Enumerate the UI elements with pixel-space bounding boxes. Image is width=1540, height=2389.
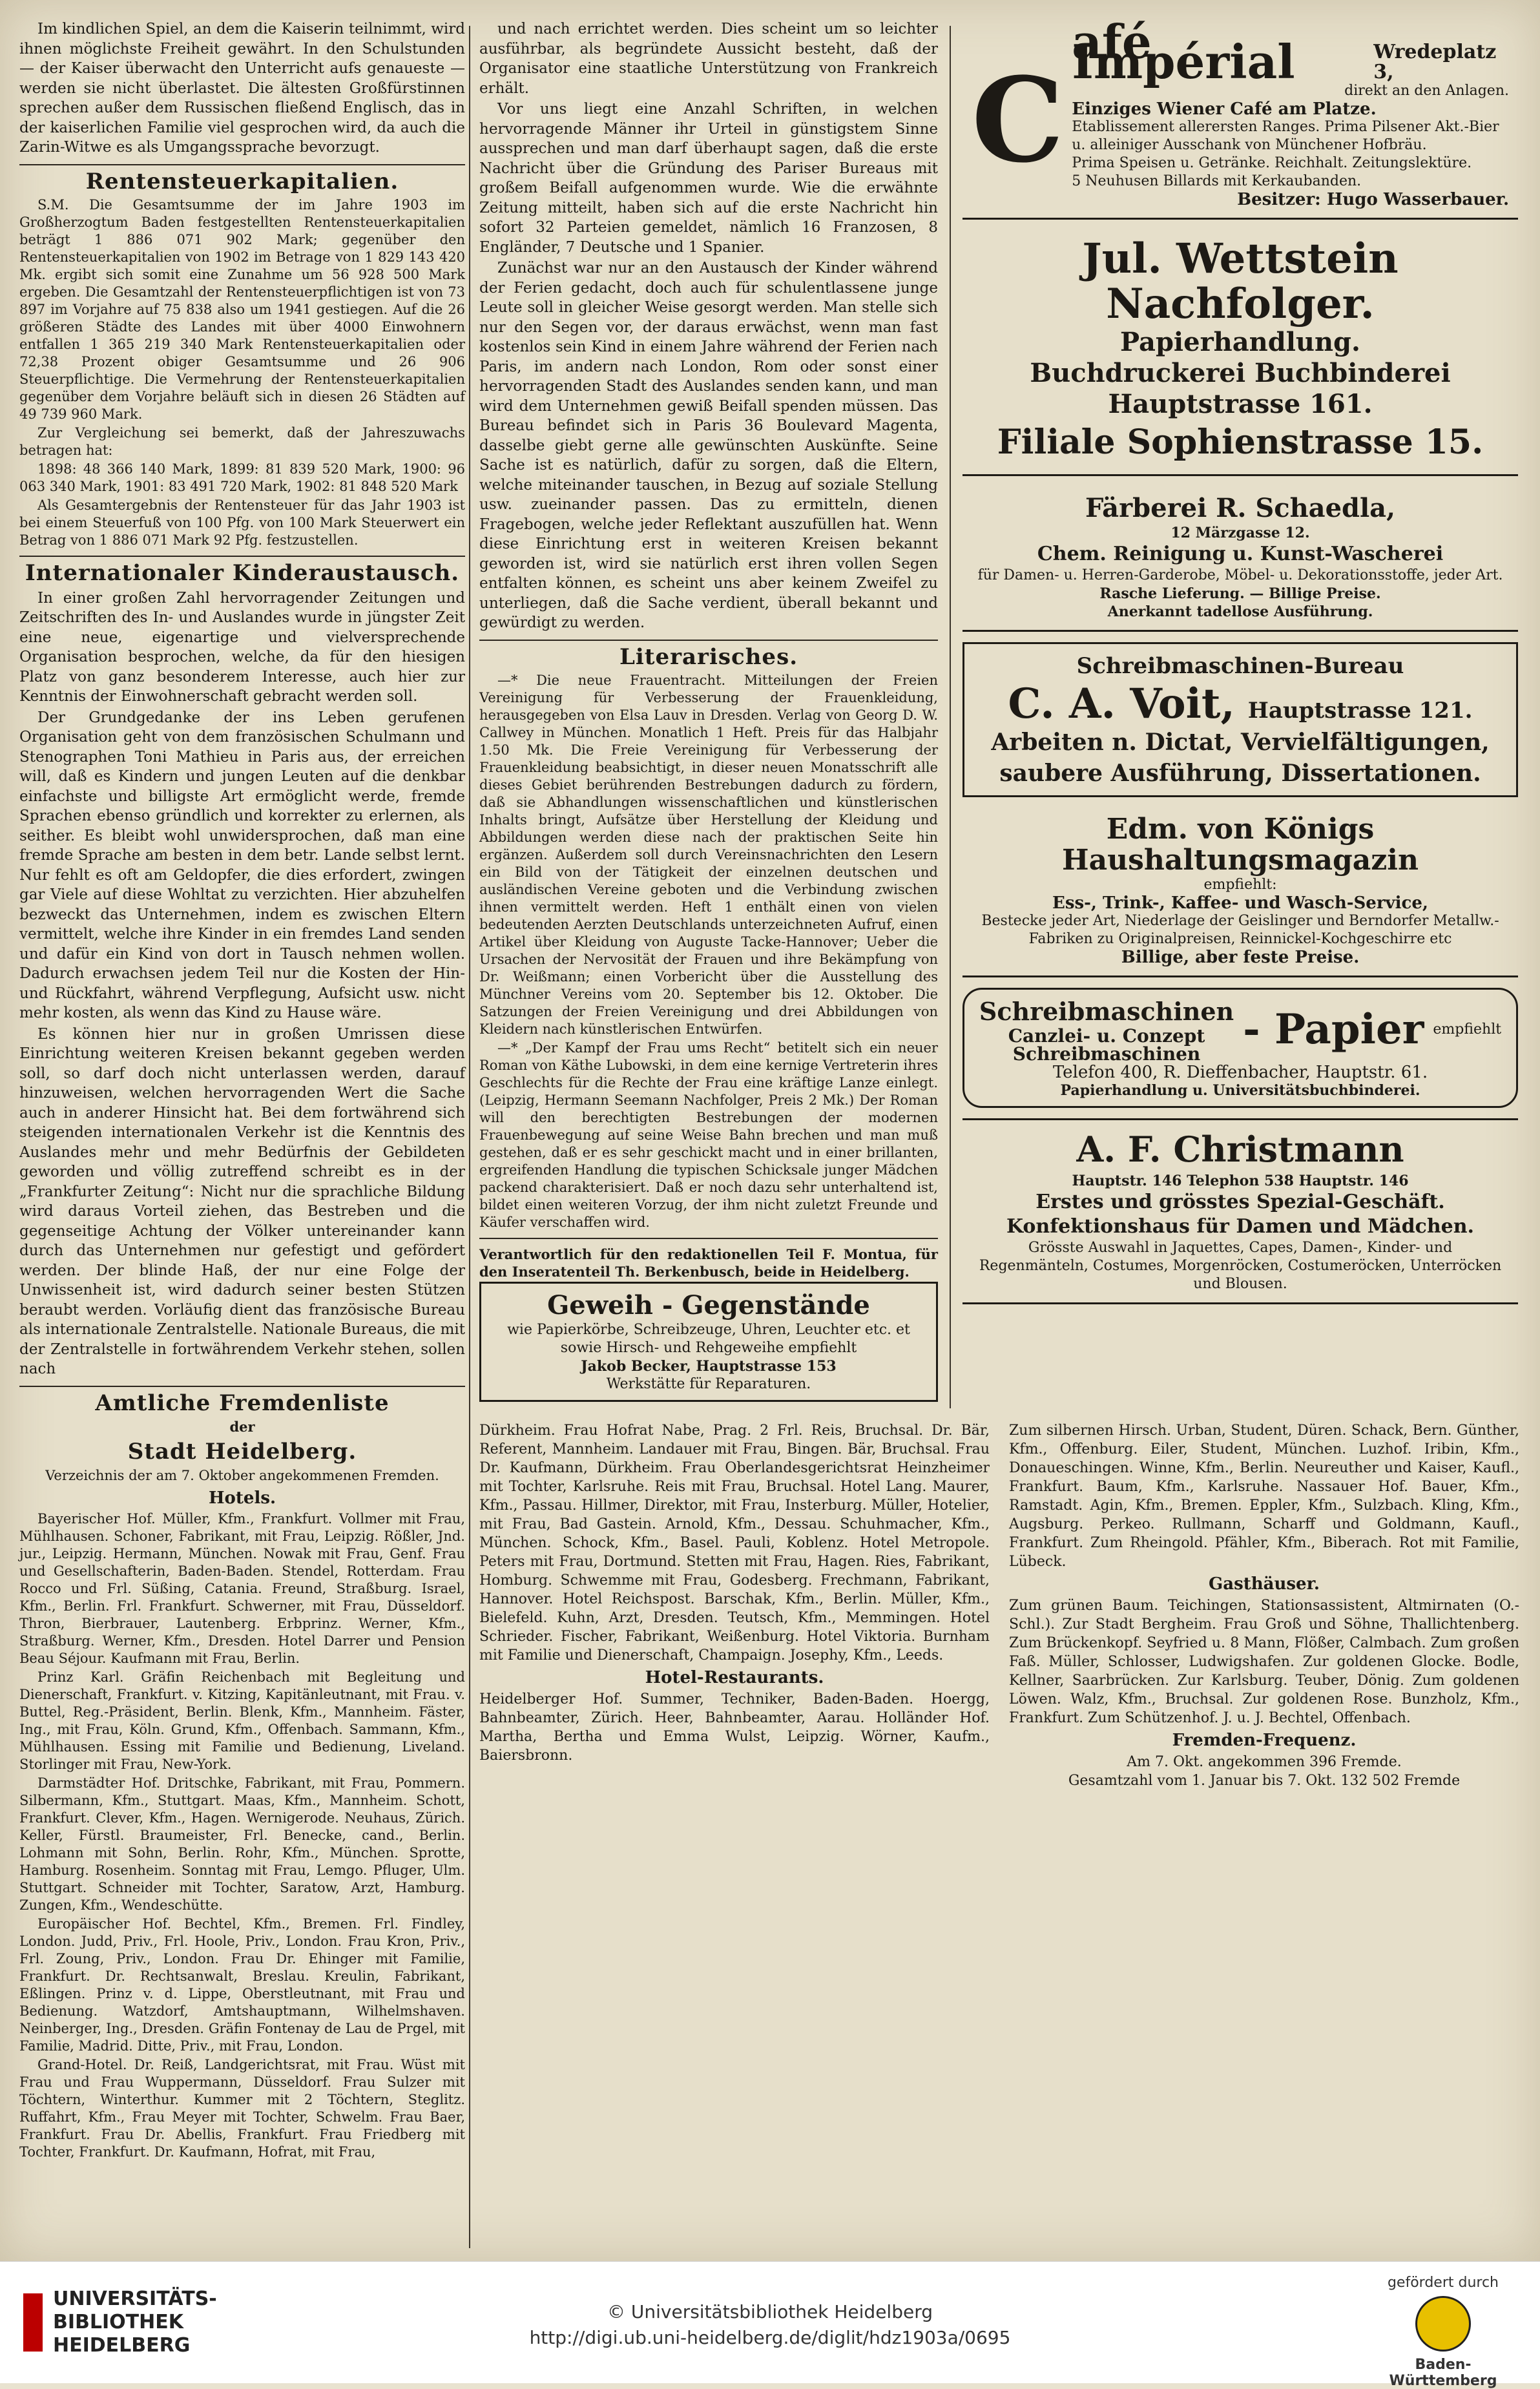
library-name-2: BIBLIOTHEK bbox=[53, 2311, 183, 2333]
geweih-line-2: sowie Hirsch- und Rehgeweihe empfiehlt bbox=[560, 1340, 857, 1356]
koenig-line-4: Billige, aber feste Preise. bbox=[1121, 948, 1360, 967]
faerberei-title: Färberei R. Schaedla, bbox=[1085, 493, 1396, 523]
ad-voit bbox=[962, 642, 1518, 797]
faerberei-line-4: Rasche Lieferung. — Billige Preise. bbox=[1099, 585, 1381, 602]
divider bbox=[479, 640, 938, 641]
cafe-line-4: 5 Neuhusen Billards mit Kerkaubanden. bbox=[1072, 173, 1362, 189]
heading-kinderaustausch: Internationaler Kinderaustausch. bbox=[25, 560, 460, 586]
wettstein-line-3: Hauptstrasse 161. bbox=[1108, 389, 1373, 419]
copyright-block bbox=[0, 2299, 1540, 2351]
kinder-paragraph-3: Es können hier nur in großen Umrissen diese Einrichtung weiteren Kreisen bekannt gegeben werden soll, so darf doch nicht unterlassen werden, darauf hinzuweisen, welchen hervorragenden Wert die Sache auch in anderer Hinsicht hat. Bei dem fortwährend sich steigenden internationalen Verkehr ist die Kenntnis des Auslandes mehr und mehr Bedürfnis der Gebildeten geworden und völlig zutreffend schreibt es in der „Frankfurter Zeitung“: Nicht nur die sprachliche Bildung wird daraus Vorteil ziehen, das Bestreben und die gegenseitige Achtung der Völker untereinander kann durch das Unternehmen nur gefestigt und gefördert werden. Der blinde Haß, der nur eine Folge der Unwissenheit ist, wird dadurch seiner besten Stützen beraubt werden. Vorläufig dient das französische Bureau als internationale Zentralstelle. Nationale Bureaus, die mit der Zentralstelle in fortwährendem Verkehr stehen, sollen nach bbox=[19, 1025, 465, 1377]
heading-literarisches: Literarisches. bbox=[619, 643, 798, 670]
fremdenliste-der: der bbox=[229, 1419, 255, 1435]
fremden-paragraph-1: Bayerischer Hof. Müller, Kfm., Frankfurt. Vollmer mit Frau, Mühlhausen. Schoner, Fabrikant, mit Frau, Leipzig. Rößler, Jnd. jur., Leipzig. Hermann, München. Nowak mit Frau, Genf. Frau und Gesellschafterin, Baden-Baden. Stendel, Rotterdam. Frau Rocco und Frl. Süßing, Catania. Freund, Straßburg. Israel, Kfm., Berlin. Frl. Frankfurt. Schwerner, mit Frau, Düsseldorf. Thron, Bierbrauer, Lautenberg. Erbprinz. Werner, Kfm., Straßburg. Werner, Kfm., Dresden. Hotel Darrer und Pension Beau Séjour. Kaufmann mit Frau, Berlin. bbox=[19, 1511, 465, 1666]
geweih-title: Geweih - Gegenstände bbox=[547, 1290, 870, 1320]
koenig-line-1: empfiehlt: bbox=[1203, 877, 1277, 893]
christmann-line-1: Hauptstr. 146 Telephon 538 Hauptstr. 146 bbox=[1072, 1173, 1409, 1189]
cafe-owner: Besitzer: Hugo Wasserbauer. bbox=[1237, 190, 1509, 209]
renten-paragraph-1: S.M. Die Gesamtsumme der im Jahre 1903 im Großherzogtum Baden festgestellten Rentensteuerkapitalien beträgt 1 886 071 902 Mark; gegenüber den Rentensteuerkapitalien von 1902 im Betrage von 1 829 143 420 Mk. ergibt sich somit eine Zunahme um 56 928 500 Mark ergeben. Die Gesamtzahl der Rentensteuerpflichtigen ist von 73 897 im Vorjahre auf 75 838 also um 1941 gestiegen. Auf die 26 größeren Städte des Landes mit über 4000 Einwohnern entfallen 1 365 219 340 Mark Rentensteuerkapitalien oder 72,38 Prozent obiger Gesamtsumme und 26 906 Steuerpflichtige. Die Vermehrung der Rentensteuerkapitalien gegenüber dem Vorjahre beläuft sich in diesen 26 Städten auf 49 739 960 Mark. bbox=[19, 197, 465, 422]
ad-faerberei bbox=[962, 486, 1518, 632]
imprint: Verantwortlich für den redaktionellen Teil F. Montua, für den Inseratenteil Th. Berkenbusch, beide in Heidelberg. bbox=[479, 1246, 938, 1280]
koenig-line-2: Ess-, Trink-, Kaffee- und Wasch-Service, bbox=[1052, 893, 1428, 913]
dieffenbacher-line-4: Telefon 400, R. Dieffenbacher, Hauptstr. 61. bbox=[1052, 1063, 1428, 1082]
library-name-3: HEIDELBERG bbox=[53, 2334, 191, 2357]
renten-paragraph-4: Als Gesamtergebnis der Rentensteuer für das Jahr 1903 ist bei einem Steuerfuß von 100 Pfg. von 100 Mark Steuerwert ein Betrag von 1 886 071 Mark 92 Pfg. festzustellen. bbox=[19, 497, 465, 548]
voit-address: Hauptstrasse 121. bbox=[1247, 698, 1473, 724]
ad-dieffenbacher bbox=[962, 988, 1518, 1108]
koenig-title: Edm. von Königs Haushaltungsmagazin bbox=[1062, 813, 1419, 877]
viewer-footer bbox=[0, 2261, 1540, 2389]
kinder-paragraph-1: In einer großen Zahl hervorragender Zeitungen und Zeitschriften des In- und Auslandes wurde in jüngster Zeit eine neue, eigenartige und vielversprechende Organisation besprochen, welche, da für den hiesigen Platz von ganz besonderem Interesse, auch hier zur Kenntnis der Einwohnerschaft gebracht werden soll. bbox=[19, 589, 465, 705]
christmann-title: A. F. Christmann bbox=[1076, 1129, 1404, 1170]
ad-cafe-imperial bbox=[962, 14, 1518, 220]
christmann-line-2: Erstes und grösstes Spezial-Geschäft. bbox=[1035, 1191, 1445, 1213]
cafe-address-2: direkt an den Anlagen. bbox=[1344, 83, 1509, 99]
copyright-text: © Universitätsbibliothek Heidelberg bbox=[607, 2301, 933, 2322]
heading-gasthaeuser: Gasthäuser. bbox=[1209, 1574, 1320, 1594]
heading-stadt-heidelberg: Stadt Heidelberg. bbox=[127, 1439, 357, 1465]
ad-christmann bbox=[962, 1118, 1518, 1304]
continuation-column-1 bbox=[479, 1421, 990, 1790]
voit-line-1: Schreibmaschinen-Bureau bbox=[1076, 653, 1404, 679]
column-middle bbox=[479, 19, 938, 1412]
faerberei-line-1: 12 Märzgasse 12. bbox=[1171, 525, 1310, 541]
ad-koenig bbox=[962, 808, 1518, 977]
wettstein-line-4: Filiale Sophienstrasse 15. bbox=[997, 423, 1484, 462]
geweih-line-1: wie Papierkörbe, Schreibzeuge, Uhren, Leuchter etc. et bbox=[507, 1322, 910, 1338]
heading-rentensteuer: Rentensteuerkapitalien. bbox=[85, 168, 399, 194]
cafe-address: Wredeplatz 3, bbox=[1373, 41, 1497, 83]
cafe-line-1: Einziges Wiener Café am Platze. bbox=[1072, 99, 1377, 119]
column-rule bbox=[950, 26, 951, 1408]
voit-line-3: saubere Ausführung, Dissertationen. bbox=[999, 760, 1481, 787]
heading-hotels: Hotels. bbox=[208, 1488, 276, 1508]
fremdenliste-continuation bbox=[479, 1421, 1519, 1790]
frequenz-line-2: Gesamtzahl vom 1. Januar bis 7. Okt. 132 502 Fremde bbox=[1068, 1773, 1461, 1789]
cafe-line-2: Etablissement allerersten Ranges. Prima Pilsener Akt.-Bier u. alleiniger Ausschank von Münchener Hofbräu. bbox=[1072, 119, 1499, 153]
renten-paragraph-3: 1898: 48 366 140 Mark, 1899: 81 839 520 Mark, 1900: 96 063 340 Mark, 1901: 83 491 720 Mark, 1902: 81 848 520 Mark bbox=[19, 461, 465, 494]
christmann-line-4: Grösste Auswahl in Jaquettes, Capes, Damen-, Kinder- und Regenmänteln, Costumes, Morgenröcken, Costumeröcken, Unterröcken und Blousen. bbox=[979, 1240, 1502, 1292]
dieffenbacher-line-2: Canzlei- u. Conzept bbox=[1008, 1025, 1205, 1047]
divider bbox=[19, 556, 465, 557]
faerberei-line-5: Anerkannt tadellose Ausführung. bbox=[1107, 603, 1373, 620]
divider bbox=[479, 1238, 938, 1239]
heading-hotel-restaurants: Hotel-Restaurants. bbox=[645, 1668, 824, 1687]
coat-of-arms-icon bbox=[1415, 2296, 1471, 2352]
middle-paragraph-1: und nach errichtet werden. Dies scheint um so leichter ausführbar, als begründete Aussicht besteht, daß der Organisator eine staatliche Unterstützung von Frankreich erhält. bbox=[479, 21, 938, 97]
faerberei-line-2: Chem. Reinigung u. Kunst-Wascherei bbox=[1037, 543, 1444, 565]
fremden-paragraph-5: Grand-Hotel. Dr. Reiß, Landgerichtsrat, mit Frau. Wüst mit Frau und Frau Wuppermann, Düsseldorf. Frau Sulzer mit Töchtern, Winterthur. Kummer mit 2 Töchtern, Steglitz. Ruffahrt, Kfm., Frau Meyer mit Tochter, Schwelm. Frau Baer, Frankfurt. Frau Dr. Abellis, Frankfurt. Frau Friedberg mit Tochter, Frankfurt. Dr. Kaufmann, Hofrat, mit Frau, bbox=[19, 2057, 465, 2160]
fremden-paragraph-3: Darmstädter Hof. Dritschke, Fabrikant, mit Frau, Pommern. Silbermann, Kfm., Stuttgart. Maas, Kfm., Mannheim. Schott, Frankfurt. Clever, Kfm., Hagen. Wernigerode. Neuhaus, Zürich. Keller, Fürstl. Braumeister, Frl. Benecke, cand., Berlin. Lohmann mit Sohn, Berlin. Rohr, Kfm., München. Sprotte, Hamburg. Rosenheim. Sonntag mit Frau, Lemgo. Pfluger, Ulm. Stuttgart. Schneider mit Tochter, Saratow, Arzt, Hamburg. Zungen, Kfm., Wendeschütte. bbox=[19, 1775, 465, 1913]
intro-paragraph: Im kindlichen Spiel, an dem die Kaiserin teilnimmt, wird ihnen möglichste Freiheit gewährt. In den Schulstunden — der Kaiser überwacht den Unterricht aufs genaueste — werden sie nicht überlastet. Die ältesten Großfürstinnen sprechen außer dem Russischen fließend Englisch, das in der kaiserlichen Familie viel gesprochen wird, da auch die Zarin-Witwe es als Umgangssprache bevorzugt. bbox=[19, 21, 465, 156]
heading-fremdenliste: Amtliche Fremdenliste bbox=[95, 1390, 390, 1416]
heading-fremden-frequenz: Fremden-Frequenz. bbox=[1172, 1731, 1357, 1750]
column-ads bbox=[962, 14, 1518, 1315]
wettstein-title: Jul. Wettstein Nachfolger. bbox=[1082, 235, 1399, 328]
divider bbox=[19, 164, 465, 165]
column-rule bbox=[469, 26, 470, 2248]
fremden-paragraph-4: Europäischer Hof. Bechtel, Kfm., Bremen. Frl. Findley, London. Judd, Priv., Frl. Hoole, Priv., London. Frau Kron, Priv., Frl. Zoung, Priv., London. Frau Dr. Ehinger mit Familie, Frankfurt. Dr. Rechtsanwalt, Breslau. Kreulin, Fabrikant, Eßlingen. Prinz v. d. Lippe, Oberstleutnant, mit Frau und Bedienung. Watzdorf, Amtshauptmann, Wilhelmshaven. Neinberger, Ing., Dresden. Gräfin Fontenay de Lau de Prgel, mit Familie, Madrid. Ditte, Priv., mit Frau, London. bbox=[19, 1916, 465, 2054]
frequenz-line-1: Am 7. Okt. angekommen 396 Fremde. bbox=[1127, 1754, 1402, 1770]
geweih-line-3: Jakob Becker, Hauptstrasse 153 bbox=[581, 1358, 837, 1375]
christmann-line-3: Konfektionshaus für Damen und Mädchen. bbox=[1006, 1215, 1474, 1238]
lit-paragraph-2: —* „Der Kampf der Frau ums Recht“ betitelt sich ein neuer Roman von Käthe Lubowski, in dem eine kernige Vertreterin ihres Geschlechts für die Rechte der Frau eine kräftige Lanze einlegt. (Leipzig, Hermann Seemann Nachfolger, Preis 2 Mk.) Der Roman will den berechtigten Bestrebungen der modernen Frauenbewegung auf seine Weise Bahn brechen und man muß gestehen, daß er es sehr geschickt macht und in einer brillanten, ergreifenden Handlung die typischen Schicksale junger Mädchen packend charakterisiert. Daß er noch dazu sehr unterhaltend ist, bildet einen weiteren Vorzug, der ihm nicht zuletzt Freunde und Käufer verschaffen wird. bbox=[479, 1040, 938, 1230]
fremdenliste-subtitle: Verzeichnis der am 7. Oktober angekommenen Fremden. bbox=[45, 1467, 439, 1483]
lit-paragraph-1: —* Die neue Frauentracht. Mitteilungen der Freien Vereinigung für Verbesserung der Frauenkleidung, herausgegeben von Elsa Lauv in Dresden. Verlag von Georg D. W. Callwey in München. Monatlich 1 Heft. Preis für das Halbjahr 1.50 Mk. Die Freie Vereinigung für Verbesserung der Frauenkleidung beabsichtigt, in dieser neuen Monatsschrift alle dieses Gebiet berührenden Bestrebungen dadurch zu fördern, daß sie Abhandlungen wissenschaftlichen und künstlerischen Inhalts bringt, Aufsätze über Herstellung der Kleidung und Abbildungen werden diese nach der praktischen Seite hin ergänzen. Außerdem soll durch Vereinsnachrichten den Lesern ein Bild von der Tätigkeit der einzelnen deutschen und ausländischen Vereine geboten und die Verbindung zwischen ihnen vermittelt werden. Heft 1 enthält einen von vielen bedeutenden Aerzten Deutschlands unterzeichneten Aufruf, einen Artikel über Kleidung von Auguste Tacke-Hannover; Ueber die Ursachen der Nervosität der Frauen und ihre Bekämpfung von Dr. Weißmann; einen Vorbericht über die Ausstellung des Münchner Vereins vom 20. September bis 12. Oktober. Die Satzungen der Freien Vereinigung und drei Abbildungen von Kleidern nach künstlerischen Entwürfen. bbox=[479, 673, 938, 1037]
divider bbox=[19, 1386, 465, 1387]
source-url[interactable]: http://digi.ub.uni-heidelberg.de/diglit/hdz1903a/0695 bbox=[529, 2327, 1011, 2348]
continuation-text-1: Dürkheim. Frau Hofrat Nabe, Prag. 2 Frl. Reis, Bruchsal. Dr. Bär, Referent, Mannheim. Landauer mit Frau, Bingen. Bär, Bruchsal. Frau Dr. Kaufmann, Dürkheim. Frau Oberlandesgerichtsrat Heinzheimer mit Tochter, Karlsruhe. Reis mit Frau, Bruchsal. Hotel Lang. Maurer, Kfm., Passau. Hillmer, Direktor, mit Frau, Insterburg. Müller, Hotelier, mit Frau, Bad Gastein. Arnold, Kfm., Dessau. Schuhmacher, Kfm., München. Schock, Kfm., Basel. Pauli, Koblenz. Hotel Metropole. Peters mit Frau, Dortmund. Stetten mit Frau, Hagen. Ries, Fabrikant, Homburg. Schwemme mit Frau, Godesberg. Frechmann, Fabrikant, Hannover. Hotel Reichspost. Barschak, Kfm., Berlin. Müller, Kfm., Bielefeld. Kuhn, Arzt, Dresden. Teutsch, Kfm., Memmingen. Hotel Schrieder. Fischer, Fabrikant, Weißenburg. Hotel Viktoria. Burnham mit Familie und Dienerschaft, Champaign. Josephy, Kfm., Leeds. bbox=[479, 1423, 990, 1664]
continuation-text-2: Heidelberger Hof. Summer, Techniker, Baden-Baden. Hoergg, Bahnbeamter, Zürich. Heer, Bahnbeamter, Aarau. Holländer Hof. Martha, Bertha und Emma Wulst, Leipzig. Wörner, Kaufm., Baiersbronn. bbox=[479, 1691, 990, 1764]
voit-name: C. A. Voit, bbox=[1008, 680, 1235, 728]
wettstein-line-1: Papierhandlung. bbox=[1120, 327, 1360, 357]
library-name-1: UNIVERSITÄTS- bbox=[53, 2288, 217, 2310]
continuation-text-3: Zum silbernen Hirsch. Urban, Student, Düren. Schack, Bern. Günther, Kfm., Offenburg. Eiler, Student, München. Luzhof. Iribin, Kfm., Donaueschingen. Winne, Kfm., Berlin. Neureuther und Kaiser, Kaufl., Frankfurt. Baum, Kfm., Karlsruhe. Nassauer Hof. Bauer, Kfm., Ramstadt. Agin, Kfm., Bremen. Eppler, Kfm., Sulzbach. Kling, Kfm., Augsburg. Perkeo. Rullmann, Scharff und Goldmann, Kaufl., Frankfurt. Zum Rheingold. Pfähler, Kfm., Biberach. Rot mit Familie, Lübeck. bbox=[1009, 1423, 1519, 1570]
cafe-initial: C bbox=[972, 52, 1065, 189]
dieffenbacher-papier: - Papier bbox=[1243, 1005, 1424, 1054]
dieffenbacher-line-1: Schreibmaschinen bbox=[979, 997, 1234, 1026]
funding-label: gefördert durch bbox=[1387, 2275, 1499, 2291]
renten-paragraph-2: Zur Vergleichung sei bemerkt, daß der Jahreszuwachs betragen hat: bbox=[19, 425, 465, 458]
dieffenbacher-empfiehlt: empfiehlt bbox=[1433, 1021, 1502, 1038]
funding-logo bbox=[1372, 2275, 1514, 2389]
dieffenbacher-line-5: Papierhandlung u. Universitätsbuchbinderei. bbox=[1060, 1082, 1420, 1099]
ad-geweih bbox=[479, 1282, 938, 1402]
ad-wettstein bbox=[962, 230, 1518, 476]
cafe-name: afé Impérial bbox=[1072, 14, 1295, 89]
middle-paragraph-3: Zunächst war nur an den Austausch der Kinder während der Ferien gedacht, doch auch für schulentlassene junge Leute soll in gleicher Weise gesorgt werden. Man stelle sich nur den Segen vor, der daraus erwächst, wenn man fast kostenlos sein Kind in einem Jahre während der Ferien nach Paris, im andern nach London, Rom oder sonst einer hervorragenden Stadt des Auslandes senden kann, und man wird dem Unternehmen gewiß Beifall spenden müssen. Das Bureau befindet sich in Paris 36 Boulevard Magenta, dasselbe giebt gerne alle gewünschten Auskünfte. Seine Sache ist es natürlich, dafür zu sorgen, daß die Eltern, welche miteinander tauschen, in Bezug auf soziale Stellung usw. zueinander passen. Das zu ermitteln, dienen Fragebogen, welche jeder Reflektant auszufüllen hat. Wenn diese Einrichtung erst in weiteren Kreisen bekannt geworden ist, wird sie natürlich erst ihren vollen Segen entfalten können, es scheint uns aber keinem Zweifel zu unterliegen, daß die Sache verdient, überall bekannt und gewürdigt zu werden. bbox=[479, 260, 938, 631]
kinder-paragraph-2: Der Grundgedanke der ins Leben gerufenen Organisation geht von dem französischen Schulmann und Stenographen Toni Mathieu in Paris aus, der erreichen will, daß es Kindern und jungen Leuten auf die denkbar einfachste und billigste Art ermöglicht werde, fremde Sprachen ebenso gründlich und korrekter zu erlernen, als seither. Es bleibt wohl unwidersprochen, daß man eine fremde Sprache am besten in dem betr. Lande selbst lernt. Nur fehlt es oft am Geldopfer, die dies erfordert, zwingen gar Viele auf diese Wohltat zu verzichten. Hier abzuhelfen bezweckt das Unternehmen, indem es zwischen Eltern vermittelt, welche ihre Kinder in ein fremdes Land senden und dafür ein Kind von dort in Tausch nehmen wollen. Dadurch erwachsen jedem Teil nur die Kosten der Hin- und Rückfahrt, während Verpflegung, Aufsicht usw. nicht mehr kosten, als wenn das Kind zu Hause wäre. bbox=[19, 709, 465, 1021]
koenig-line-3: Bestecke jeder Art, Niederlage der Geislinger und Berndorfer Metallw.-Fabriken zu Originalpreisen, Reinnickel-Kochgeschirre etc bbox=[981, 913, 1499, 947]
wettstein-line-2: Buchdruckerei Buchbinderei bbox=[1030, 358, 1451, 388]
cafe-line-3: Prima Speisen u. Getränke. Reichhalt. Zeitungslektüre. bbox=[1072, 155, 1472, 171]
column-left bbox=[19, 19, 465, 2162]
continuation-column-2 bbox=[1009, 1421, 1519, 1790]
voit-line-2: Arbeiten n. Dictat, Vervielfältigungen, bbox=[991, 729, 1490, 756]
funding-state: Baden-Württemberg bbox=[1389, 2357, 1497, 2389]
fremden-paragraph-2: Prinz Karl. Gräfin Reichenbach mit Begleitung und Dienerschaft, Frankfurt. v. Kitzing, Kapitänleutnant, mit Frau. v. Buttel, Reg.-Präsident, Berlin. Blenk, Kfm., Mannheim. Fäster, Ing., mit Frau, Köln. Grund, Kfm., Offenbach. Sammann, Kfm., Mühlhausen. Essing mit Familie und Bedienung, Liveland. Storlinger mit Frau, New-York. bbox=[19, 1669, 465, 1772]
geweih-line-4: Werkstätte für Reparaturen. bbox=[606, 1376, 811, 1392]
middle-paragraph-2: Vor uns liegt eine Anzahl Schriften, in welchen hervorragende Männer ihr Urteil in günstigstem Sinne aussprechen und man darf überhaupt sagen, daß die erste Nachricht über die Gründung des Pariser Bureaus mit großem Beifall aufgenommen wurde. Wie die erwähnte Zeitung mitteilt, haben sich auf die erste Nachricht hin sofort 32 Parteien gemeldet, nämlich 16 Franzosen, 8 Engländer, 7 Deutsche und 1 Spanier. bbox=[479, 101, 938, 256]
faerberei-line-3: für Damen- u. Herren-Garderobe, Möbel- u. Dekorationsstoffe, jeder Art. bbox=[977, 567, 1503, 583]
continuation-text-4: Zum grünen Baum. Teichingen, Stationsassistent, Altmirnaten (O.-Schl.). Zur Stadt Bergheim. Frau Groß und Söhne, Thallichtenberg. Zum Brückenkopf. Seyfried u. 8 Mann, Flößer, Calmbach. Zum großen Faß. Müller, Schlosser, Ludwigshafen. Zur goldenen Glocke. Bodle, Kellner, Saarbrücken. Zur Karlsburg. Teuber, Dönig. Zum goldenen Löwen. Walz, Kfm., Bruchsal. Zur goldenen Rose. Bunzholz, Kfm., Frankfurt. Zum Schützenhof. J. u. J. Bechtel, Offenbach. bbox=[1009, 1598, 1519, 1726]
dieffenbacher-line-3: Schreibmaschinen bbox=[1012, 1043, 1201, 1065]
